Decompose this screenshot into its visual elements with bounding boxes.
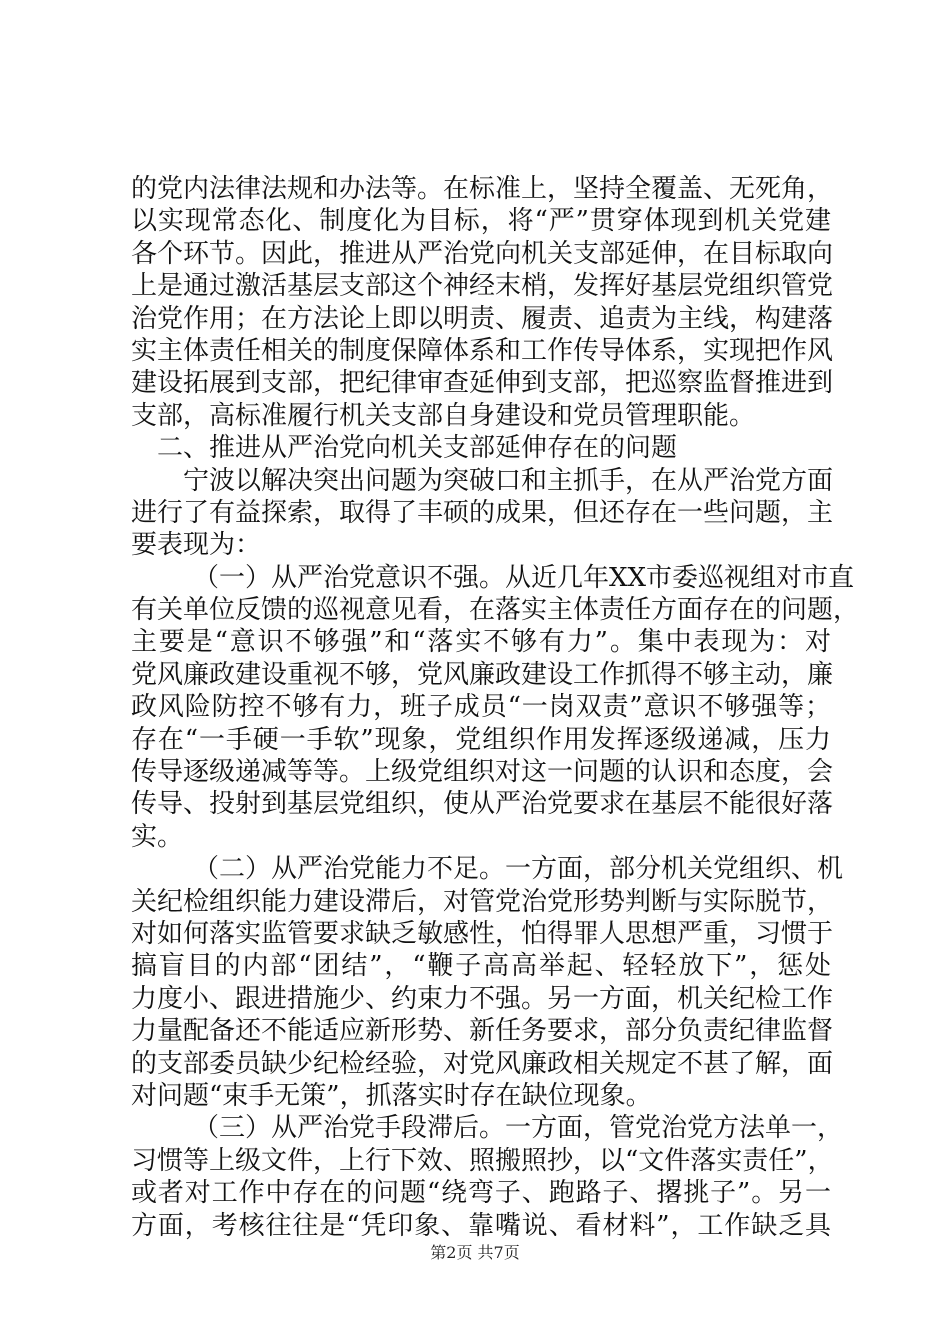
text-line: 搞盲目的内部“团结”，“鞭子高高举起、轻轻放下”，惩处 bbox=[131, 951, 831, 982]
section-heading: 二、推进从严治党向机关支部延伸存在的问题 bbox=[157, 433, 678, 464]
text-line: 宁波以解决突出问题为突破口和主抓手，在从严治党方面 bbox=[183, 465, 834, 496]
text-line: 对如何落实监管要求缺乏敏感性，怕得罪人思想严重，习惯于 bbox=[131, 918, 834, 949]
text-line: 主要是“意识不够强”和“落实不够有力”。集中表现为：对 bbox=[131, 627, 831, 658]
text-line: 建设拓展到支部，把纪律审查延伸到支部，把巡察监督推进到 bbox=[131, 368, 834, 399]
text-line: 各个环节。因此，推进从严治党向机关支部延伸，在目标取向 bbox=[131, 238, 834, 269]
text-line: 要表现为： bbox=[131, 530, 262, 561]
text-line: 进行了有益探索，取得了丰硕的成果，但还存在一些问题，主 bbox=[131, 497, 834, 528]
text-line: 传导、投射到基层党组织，使从严治党要求在基层不能很好落 bbox=[131, 789, 834, 820]
text-line: 党风廉政建设重视不够，党风廉政建设工作抓得不够主动，廉 bbox=[131, 659, 834, 690]
text-line: 的支部委员缺少纪检经验，对党风廉政相关规定不甚了解，面 bbox=[131, 1048, 834, 1079]
text-line: 方面，考核往往是“凭印象、靠嘴说、看材料”，工作缺乏具 bbox=[131, 1210, 831, 1241]
subsection-heading: （三）从严治党手段滞后。一方面，管党治党方法单一， bbox=[193, 1113, 844, 1144]
text-line: 以实现常态化、制度化为目标，将“严”贯穿体现到机关党建 bbox=[131, 206, 831, 237]
text-line: 治党作用；在方法论上即以明责、履责、追责为主线，构建落 bbox=[131, 303, 834, 334]
subsection-heading: （一）从严治党意识不强。从近几年XX市委巡视组对市直 bbox=[193, 562, 855, 593]
text-line: 实主体责任相关的制度保障体系和工作传导体系，实现把作风 bbox=[131, 335, 834, 366]
text-line: 力量配备还不能适应新形势、新任务要求，部分负责纪律监督 bbox=[131, 1016, 834, 1047]
text-line: 支部，高标准履行机关支部自身建设和党员管理职能。 bbox=[131, 400, 756, 431]
text-line: 政风险防控不够有力，班子成员“一岗双责”意识不够强等； bbox=[131, 692, 831, 723]
text-line: 或者对工作中存在的问题“绕弯子、跑路子、撂挑子”。另一 bbox=[131, 1178, 831, 1209]
document-body bbox=[131, 173, 860, 1242]
text-line: 关纪检组织能力建设滞后，对管党治党形势判断与实际脱节， bbox=[131, 886, 834, 917]
text-line: 实。 bbox=[131, 821, 184, 852]
text-line: 力度小、跟进措施少、约束力不强。另一方面，机关纪检工作 bbox=[131, 983, 834, 1014]
text-line: 的党内法律法规和办法等。在标准上，坚持全覆盖、无死角， bbox=[131, 174, 834, 204]
text-line: 有关单位反馈的巡视意见看，在落实主体责任方面存在的问题， bbox=[131, 595, 860, 626]
text-line: 存在“一手硬一手软”现象，党组织作用发挥逐级递减，压力 bbox=[131, 724, 831, 755]
text-line: 上是通过激活基层支部这个神经末梢，发挥好基层党组织管党 bbox=[131, 271, 834, 302]
text-line: 传导逐级递减等等。上级党组织对这一问题的认识和态度，会 bbox=[131, 757, 834, 788]
text-line: 对问题“束手无策”，抓落实时存在缺位现象。 bbox=[131, 1080, 652, 1111]
text-line: 习惯等上级文件，上行下效、照搬照抄，以“文件落实责任”， bbox=[131, 1145, 834, 1176]
page-number-footer: 第2页 共7页 bbox=[430, 1243, 520, 1262]
subsection-heading: （二）从严治党能力不足。一方面，部分机关党组织、机 bbox=[193, 854, 844, 885]
